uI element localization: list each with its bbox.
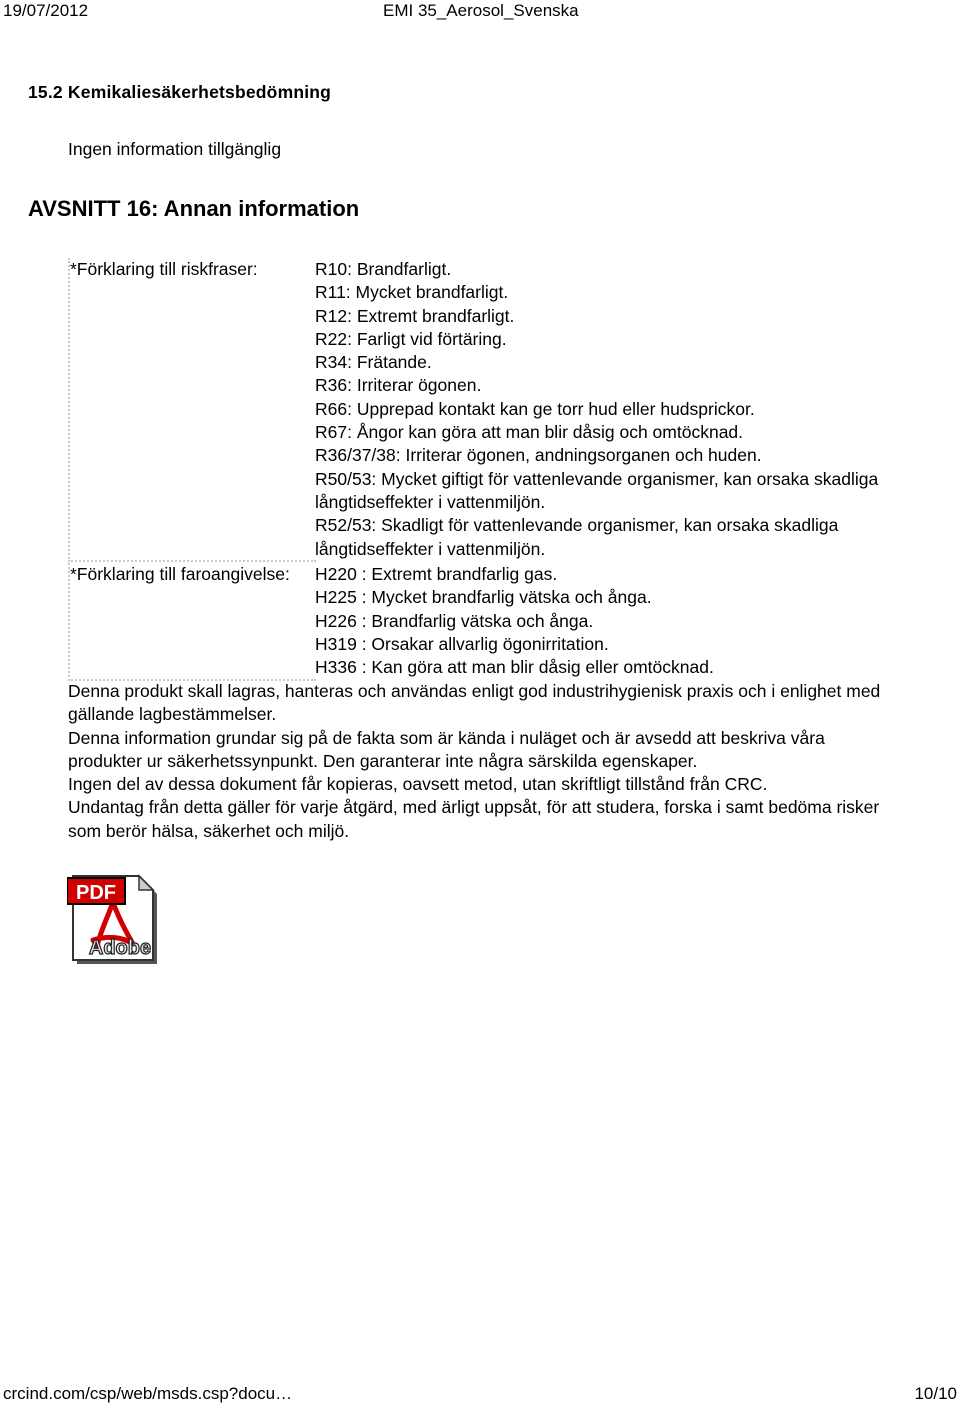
hazard-statements-label: *Förklaring till faroangivelse: [70,564,290,584]
hazard-statement-item: H225 : Mycket brandfarlig vätska och ånga. [315,587,652,608]
risk-phrase-item: R50/53: Mycket giftigt för vattenlevande organismer, kan orsaka skadliga långtidseffekter i vattenmiljön. [315,468,879,512]
risk-phrase-item: R36: Irriterar ögonen. [315,375,482,396]
info-paragraph: Ingen del av dessa dokument får kopieras, oavsett metod, utan skriftligt tillstånd från CRC. [68,774,768,795]
risk-phrase-item: R67: Ångor kan göra att man blir dåsig och omtöcknad. [315,422,744,443]
risk-phrase-item: R22: Farligt vid förtäring. [315,328,507,349]
hazard-statement-item: H336 : Kan göra att man blir dåsig eller omtöcknad. [315,657,714,678]
info-paragraph: Denna information grundar sig på de fakta som är kända i nuläget och är avsedd att beskriva våra produkter ur säkerhetssynpunkt. Den garanterar inte några särskilda egenskaper. [68,727,825,771]
pdf-badge-text: PDF [76,882,116,904]
hazard-statements-list [315,563,925,679]
page-number: 10/10 [914,1384,957,1403]
risk-phrase-item: R66: Upprepad kontakt kan ge torr hud eller hudsprickor. [315,398,755,419]
info-paragraph: Denna produkt skall lagras, hanteras och användas enligt god industrihygienisk praxis och i enlighet med gällande lagbestämmelser. [68,681,881,725]
info-paragraph: Undantag från detta gäller för varje åtgärd, med ärligt uppsåt, för att studera, forska i samt bedöma risker som berör hälsa, säkerhet och miljö. [68,797,880,841]
risk-phrase-item: R34: Frätande. [315,352,432,373]
hazard-statement-item: H226 : Brandfarlig vätska och ånga. [315,610,594,631]
pdf-document-icon[interactable] [67,874,159,964]
risk-phrase-item: R52/53: Skadligt för vattenlevande organismer, kan orsaka skadliga långtidseffekter i vattenmiljön. [315,515,839,559]
hazard-statement-item: H220 : Extremt brandfarlig gas. [315,564,558,584]
risk-phrase-item: R36/37/38: Irriterar ögonen, andningsorganen och huden. [315,445,762,466]
section-15-2-heading: 15.2 Kemikaliesäkerhetsbedömning [28,82,332,102]
document-title: EMI 35_Aerosol_Svenska [383,1,579,20]
section-16-heading: AVSNITT 16: Annan information [28,196,360,221]
hazard-statement-item: H319 : Orsakar allvarlig ögonirritation. [315,633,609,654]
pdf-icon-graphic [67,874,159,964]
section-15-2-text: Ingen information tillgänglig [68,139,282,159]
risk-phrase-item: R11: Mycket brandfarligt. [315,282,509,303]
risk-phrase-item: R10: Brandfarligt. [315,259,452,279]
risk-phrase-item: R12: Extremt brandfarligt. [315,305,515,326]
source-url: crcind.com/csp/web/msds.csp?docu… [3,1384,293,1403]
adobe-wordmark: Adobe [88,937,152,959]
risk-phrases-list [315,258,925,561]
risk-phrases-label: *Förklaring till riskfraser: [70,259,258,279]
print-date: 19/07/2012 [3,1,89,20]
other-information-paragraphs [68,680,898,843]
risk-phrases-label-cell [68,258,316,562]
